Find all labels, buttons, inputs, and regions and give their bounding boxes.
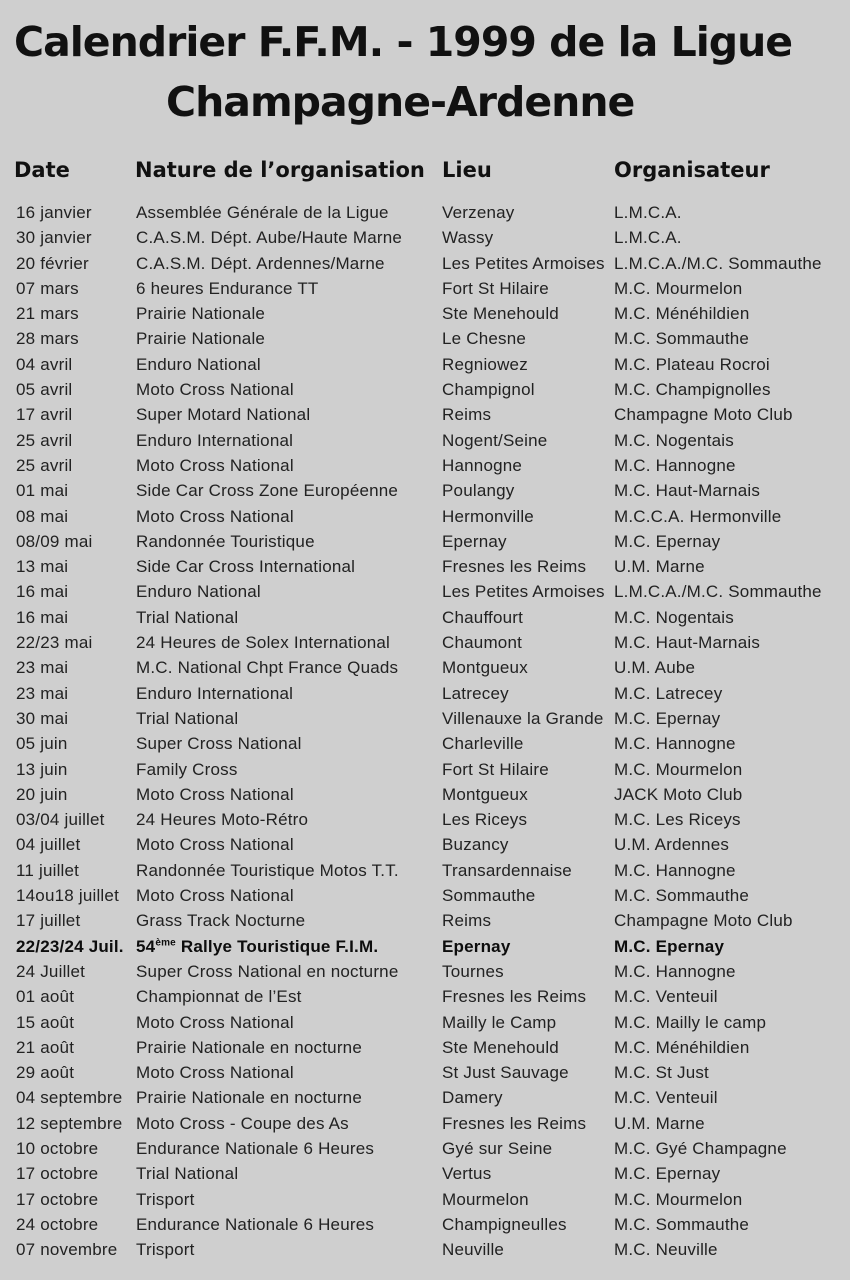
- event-location: Mailly le Camp: [442, 1012, 557, 1032]
- event-location: Tournes: [442, 961, 504, 981]
- event-organizer: M.C. Ménéhildien: [614, 304, 750, 324]
- event-nature: Assemblée Générale de la Ligue: [136, 203, 389, 222]
- event-location: Fresnes les Reims: [442, 987, 587, 1007]
- table-row: [0, 582, 850, 607]
- event-nature: 6 heures Endurance TT: [136, 278, 319, 298]
- event-date: 10 octobre: [16, 1138, 99, 1158]
- event-location: Hannogne: [442, 455, 523, 475]
- event-location: Mourmelon: [442, 1189, 529, 1209]
- event-nature: Enduro International: [136, 430, 294, 450]
- event-organizer: M.C. Haut-Marnais: [614, 481, 761, 501]
- event-organizer: L.M.C.A.: [614, 203, 682, 222]
- table-row: [0, 1088, 850, 1113]
- event-nature: Prairie Nationale en nocturne: [136, 1088, 362, 1108]
- event-date: 04 septembre: [16, 1088, 123, 1108]
- event-nature: Super Cross National en nocturne: [136, 961, 399, 981]
- event-location: Wassy: [442, 228, 494, 248]
- event-location: Chauffourt: [442, 607, 524, 627]
- event-organizer: M.C. Mourmelon: [614, 1189, 743, 1209]
- event-nature: Moto Cross National: [136, 886, 294, 906]
- table-row: [0, 734, 850, 759]
- event-location: Epernay: [442, 531, 507, 551]
- table-row: [0, 304, 850, 329]
- table-row: [0, 785, 850, 810]
- event-date: 04 juillet: [16, 835, 81, 855]
- table-row: [0, 1013, 850, 1038]
- event-nature: C.A.S.M. Dépt. Aube/Haute Marne: [136, 228, 403, 248]
- event-location: Poulangy: [442, 481, 515, 501]
- event-location: Reims: [442, 405, 492, 425]
- table-row: [0, 1139, 850, 1164]
- column-header-nature: Nature de l’organisation: [135, 158, 425, 182]
- event-organizer: M.C. Venteuil: [614, 1088, 718, 1108]
- event-organizer: M.C. Mourmelon: [614, 759, 743, 779]
- event-nature: Side Car Cross Zone Européenne: [136, 481, 399, 501]
- event-nature: Side Car Cross International: [136, 557, 356, 577]
- event-organizer: M.C. Haut-Marnais: [614, 633, 761, 653]
- event-organizer: M.C. Champignolles: [614, 380, 771, 400]
- event-organizer: Champagne Moto Club: [614, 405, 793, 425]
- event-date: 08/09 mai: [16, 531, 93, 551]
- table-row: [0, 684, 850, 709]
- table-row: [0, 279, 850, 304]
- event-location: Gyé sur Seine: [442, 1138, 553, 1158]
- event-nature: Enduro International: [136, 683, 294, 703]
- event-nature: Endurance Nationale 6 Heures: [136, 1138, 375, 1158]
- table-row: [0, 355, 850, 380]
- event-location: Fresnes les Reims: [442, 1113, 587, 1133]
- event-location: Regniowez: [442, 354, 528, 374]
- event-nature: Family Cross: [136, 759, 238, 779]
- event-date: 05 avril: [16, 380, 73, 400]
- event-organizer: L.M.C.A.: [614, 228, 682, 248]
- table-row: [0, 203, 850, 228]
- table-row: [0, 507, 850, 532]
- event-date: 28 mars: [16, 329, 79, 349]
- table-row: [0, 810, 850, 835]
- event-nature: Endurance Nationale 6 Heures: [136, 1214, 375, 1234]
- event-organizer: L.M.C.A./M.C. Sommauthe: [614, 582, 822, 602]
- table-row: [0, 911, 850, 936]
- event-date: 21 août: [16, 1037, 75, 1057]
- event-organizer: M.C. Nogentais: [614, 430, 734, 450]
- event-date: 20 juin: [16, 784, 68, 804]
- event-location: Fresnes les Reims: [442, 557, 587, 577]
- event-location: Montgueux: [442, 784, 528, 804]
- event-date: 01 août: [16, 987, 75, 1007]
- event-date: 22/23/24 Juil.: [16, 936, 124, 956]
- column-header-date: Date: [14, 158, 70, 182]
- event-location: Ste Menehould: [442, 304, 559, 324]
- event-date: 21 mars: [16, 304, 79, 324]
- event-date: 17 juillet: [16, 911, 81, 931]
- table-row: [0, 608, 850, 633]
- event-location: Chaumont: [442, 633, 523, 653]
- event-date: 16 mai: [16, 607, 69, 627]
- event-date: 14ou18 juillet: [16, 886, 119, 906]
- event-nature: Randonnée Touristique: [136, 531, 315, 551]
- event-organizer: U.M. Marne: [614, 557, 705, 577]
- table-row: [0, 431, 850, 456]
- table-row: [0, 380, 850, 405]
- event-nature: 24 Heures Moto-Rétro: [136, 810, 309, 830]
- event-organizer: M.C. Hannogne: [614, 455, 736, 475]
- event-date: 30 janvier: [16, 228, 92, 248]
- event-date: 13 mai: [16, 557, 69, 577]
- event-organizer: U.M. Marne: [614, 1113, 705, 1133]
- event-nature: Prairie Nationale: [136, 329, 266, 349]
- event-nature: Enduro National: [136, 354, 261, 374]
- event-organizer: M.C. Hannogne: [614, 961, 736, 981]
- event-nature: Trisport: [136, 1240, 195, 1260]
- event-date: 05 juin: [16, 734, 68, 754]
- event-nature: M.C. National Chpt France Quads: [136, 658, 399, 678]
- event-organizer: M.C. Sommauthe: [614, 886, 750, 906]
- event-location: St Just Sauvage: [442, 1063, 569, 1083]
- event-organizer: M.C. Plateau Rocroi: [614, 354, 770, 374]
- event-nature: Super Motard National: [136, 405, 311, 425]
- event-organizer: M.C. Nogentais: [614, 607, 734, 627]
- table-row: [0, 254, 850, 279]
- event-nature: Moto Cross National: [136, 784, 294, 804]
- event-organizer: M.C. Sommauthe: [614, 1214, 750, 1234]
- event-location: Villenauxe la Grande: [442, 708, 604, 728]
- event-nature: Moto Cross National: [136, 380, 294, 400]
- table-row: [0, 633, 850, 658]
- event-organizer: M.C. Hannogne: [614, 860, 736, 880]
- page-subtitle: Champagne-Ardenne: [166, 78, 635, 126]
- event-date: 16 mai: [16, 582, 69, 602]
- event-date: 16 janvier: [16, 203, 92, 222]
- table-row: [0, 709, 850, 734]
- column-header-organisateur: Organisateur: [614, 158, 770, 182]
- event-organizer: M.C. Epernay: [614, 531, 721, 551]
- event-location: Nogent/Seine: [442, 430, 548, 450]
- event-date: 13 juin: [16, 759, 68, 779]
- table-row: [0, 1038, 850, 1063]
- event-organizer: M.C. Mailly le camp: [614, 1012, 767, 1032]
- page-title: Calendrier F.F.M. - 1999 de la Ligue: [14, 18, 793, 66]
- event-location: Reims: [442, 911, 492, 931]
- event-location: Fort St Hilaire: [442, 759, 549, 779]
- event-date: 23 mai: [16, 683, 69, 703]
- table-row: [0, 937, 850, 962]
- event-location: Ste Menehould: [442, 1037, 559, 1057]
- event-nature: Moto Cross National: [136, 506, 294, 526]
- event-date: 08 mai: [16, 506, 69, 526]
- event-nature: 24 Heures de Solex International: [136, 633, 391, 653]
- event-location: Montgueux: [442, 658, 528, 678]
- event-nature: Trial National: [136, 1164, 239, 1184]
- event-location: Les Riceys: [442, 810, 528, 830]
- event-location: Le Chesne: [442, 329, 527, 349]
- event-organizer: M.C. Hannogne: [614, 734, 736, 754]
- event-date: 25 avril: [16, 430, 73, 450]
- event-nature-superscript: ème: [155, 936, 176, 948]
- table-row: [0, 1114, 850, 1139]
- event-nature: Moto Cross National: [136, 835, 294, 855]
- table-row: [0, 228, 850, 253]
- event-organizer: M.C. Ménéhildien: [614, 1037, 750, 1057]
- event-location: Fort St Hilaire: [442, 278, 549, 298]
- event-organizer: M.C.C.A. Hermonville: [614, 506, 782, 526]
- event-nature: Trial National: [136, 708, 239, 728]
- event-date: 15 août: [16, 1012, 75, 1032]
- event-nature: [136, 937, 378, 957]
- table-row: [0, 760, 850, 785]
- table-row: [0, 1215, 850, 1240]
- event-nature: Moto Cross National: [136, 455, 294, 475]
- event-date: 03/04 juillet: [16, 810, 105, 830]
- event-date: 24 Juillet: [16, 961, 86, 981]
- event-date: 25 avril: [16, 455, 73, 475]
- event-nature-text: Rallye Touristique F.I.M.: [175, 936, 379, 956]
- table-row: [0, 987, 850, 1012]
- event-location: Epernay: [442, 936, 511, 956]
- calendar-table: [0, 203, 850, 1265]
- table-row: [0, 658, 850, 683]
- event-nature: Moto Cross - Coupe des As: [136, 1113, 349, 1133]
- event-location: Transardennaise: [442, 860, 572, 880]
- table-row: [0, 1063, 850, 1088]
- event-nature: C.A.S.M. Dépt. Ardennes/Marne: [136, 253, 385, 273]
- event-organizer: M.C. St Just: [614, 1063, 709, 1083]
- event-location: Latrecey: [442, 683, 509, 703]
- event-location: Damery: [442, 1088, 503, 1108]
- table-row: [0, 329, 850, 354]
- event-organizer: M.C. Les Riceys: [614, 810, 741, 830]
- event-organizer: M.C. Epernay: [614, 936, 725, 956]
- table-row: [0, 1190, 850, 1215]
- event-nature: Trisport: [136, 1189, 195, 1209]
- table-row: [0, 835, 850, 860]
- table-row: [0, 456, 850, 481]
- table-row: [0, 1164, 850, 1189]
- event-date: 17 avril: [16, 405, 73, 425]
- event-date: 04 avril: [16, 354, 73, 374]
- event-date: 22/23 mai: [16, 633, 93, 653]
- event-organizer: M.C. Latrecey: [614, 683, 723, 703]
- event-organizer: M.C. Neuville: [614, 1240, 718, 1260]
- table-row: [0, 532, 850, 557]
- event-organizer: U.M. Aube: [614, 658, 696, 678]
- event-organizer: L.M.C.A./M.C. Sommauthe: [614, 253, 822, 273]
- event-nature: Enduro National: [136, 582, 261, 602]
- table-row: [0, 557, 850, 582]
- event-date: 11 juillet: [16, 860, 80, 880]
- event-nature: Trial National: [136, 607, 239, 627]
- event-date: 17 octobre: [16, 1164, 99, 1184]
- table-row: [0, 1240, 850, 1265]
- event-date: 20 février: [16, 253, 89, 273]
- event-organizer: M.C. Epernay: [614, 1164, 721, 1184]
- event-nature: Moto Cross National: [136, 1012, 294, 1032]
- event-location: Neuville: [442, 1240, 505, 1260]
- event-date: 07 mars: [16, 278, 79, 298]
- event-location: Sommauthe: [442, 886, 536, 906]
- event-date: 01 mai: [16, 481, 69, 501]
- event-organizer: Champagne Moto Club: [614, 911, 793, 931]
- table-row: [0, 886, 850, 911]
- event-organizer: M.C. Epernay: [614, 708, 721, 728]
- event-date: 07 novembre: [16, 1240, 118, 1260]
- event-location: Les Petites Armoises: [442, 253, 605, 273]
- event-nature: Super Cross National: [136, 734, 302, 754]
- column-header-lieu: Lieu: [442, 158, 492, 182]
- event-date: 17 octobre: [16, 1189, 99, 1209]
- event-nature: Randonnée Touristique Motos T.T.: [136, 860, 399, 880]
- event-location: Hermonville: [442, 506, 534, 526]
- event-location: Charleville: [442, 734, 524, 754]
- event-date: 12 septembre: [16, 1113, 123, 1133]
- event-organizer: U.M. Ardennes: [614, 835, 730, 855]
- event-organizer: M.C. Gyé Champagne: [614, 1138, 787, 1158]
- event-location: Champigneulles: [442, 1214, 567, 1234]
- table-row: [0, 481, 850, 506]
- table-row: [0, 962, 850, 987]
- event-date: 30 mai: [16, 708, 69, 728]
- event-location: Vertus: [442, 1164, 492, 1184]
- event-location: Verzenay: [442, 203, 515, 222]
- event-organizer: M.C. Sommauthe: [614, 329, 750, 349]
- event-date: 29 août: [16, 1063, 75, 1083]
- event-nature: Prairie Nationale: [136, 304, 266, 324]
- event-nature: Moto Cross National: [136, 1063, 294, 1083]
- event-location: Les Petites Armoises: [442, 582, 605, 602]
- event-organizer: JACK Moto Club: [614, 784, 743, 804]
- event-date: 24 octobre: [16, 1214, 99, 1234]
- event-location: Champignol: [442, 380, 535, 400]
- event-organizer: M.C. Venteuil: [614, 987, 718, 1007]
- table-row: [0, 405, 850, 430]
- event-organizer: M.C. Mourmelon: [614, 278, 743, 298]
- event-nature: Championnat de l’Est: [136, 987, 302, 1007]
- event-date: 23 mai: [16, 658, 69, 678]
- event-nature: Prairie Nationale en nocturne: [136, 1037, 362, 1057]
- table-row: [0, 861, 850, 886]
- event-nature: Grass Track Nocturne: [136, 911, 306, 931]
- event-nature-number: 54: [136, 936, 156, 956]
- event-location: Buzancy: [442, 835, 509, 855]
